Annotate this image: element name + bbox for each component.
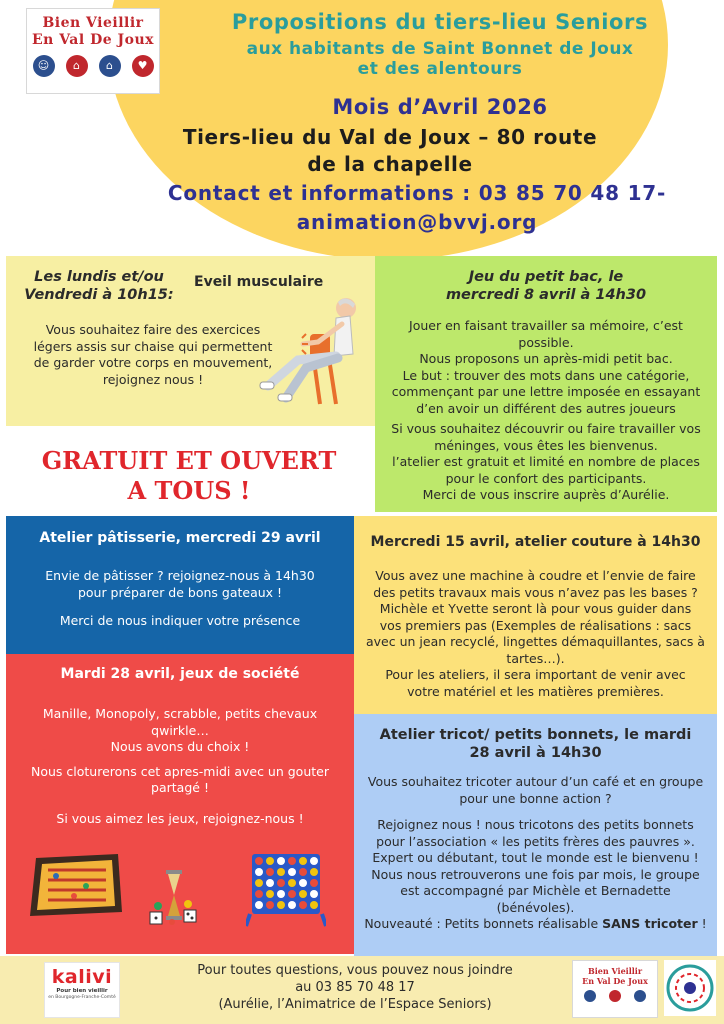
subtitle-line: aux habitants de Saint Bonnet de Joux [246,39,634,59]
page-subtitle [160,39,720,79]
text-line [356,916,715,933]
text-line: Michèle et Yvette seront là pour vous guider dans [379,601,692,616]
text-line: Si vous souhaitez découvrir ou faire travailler vos [391,421,701,436]
text-line: tartes…). [506,650,565,666]
text-line: avec un jean recyclé, lingettes démaquillantes, sacs à [366,634,705,649]
text-line: votre matériel et les matières premières. [407,683,664,699]
title-line: Atelier tricot/ petits bonnets, le mardi [379,727,692,743]
emphasis-text: SANS tricoter [602,916,698,931]
connect-four-hole [277,857,285,865]
connect-four-hole [299,868,307,876]
person-icon [634,990,646,1002]
eveil-title: Eveil musculaire [194,274,324,290]
text-line: l’atelier est gratuit et limité en nombre de places [392,454,700,469]
text-line: Nous avons du choix ! [110,739,250,754]
banner-line: GRATUIT ET OUVERT [41,446,337,475]
kalivi-tagline: Pour bien vieillir [56,988,108,994]
connect-four-hole [288,879,296,887]
home-icon: ⌂ [66,55,88,77]
connect-four-hole [255,879,263,887]
text-line: pour l’association « les petits frères des pauvres ». [376,833,695,849]
hourglass-dice-illustration [148,866,198,926]
jeux-title: Mardi 28 avril, jeux de société [60,666,300,682]
connect-four-hole [310,879,318,887]
logo-line2: En Val De Joux [582,976,648,986]
banner-line: A TOUS ! [127,476,251,505]
text-line: Nous proposons un après-midi petit bac. [419,351,673,366]
connect-four-hole [266,857,274,865]
contact-line: Contact et informations : 03 85 70 48 17- [167,181,667,205]
text-line: partagé ! [151,780,209,795]
person-icon: ♥ [132,55,154,77]
patisserie-text [10,568,350,630]
text-span: Nouveauté : Petits bonnets réalisable [364,916,603,931]
couture-text [358,568,713,700]
logo-line1: Bien Vieillir [587,966,643,976]
connect-four-hole [310,901,318,909]
text-line: Vous avez une machine à coudre et l’envie de faire [375,568,696,583]
connect-four-hole [299,890,307,898]
text-line: est accompagné par Michèle et Bernadette [400,883,671,898]
people-icon [584,990,596,1002]
kalivi-tagline: en Bourgogne-Franche-Comté [48,995,116,1000]
title-line: Jeu du petit bac, le [468,269,624,285]
connect-four-hole [299,879,307,887]
text-line: Nous cloturerons cet apres-midi avec un gouter [31,763,329,779]
panel-petit-bac [375,256,717,512]
bac-text [379,318,713,504]
connect-four-hole [310,868,318,876]
text-line: de garder votre corps en mouvement, [33,355,273,370]
text-line: Expert ou débutant, tout le monde est le bienvenu ! [372,850,699,865]
panel-eveil-musculaire [6,256,375,426]
text-line: Rejoignez nous ! nous tricotons des petits bonnets [377,817,694,832]
seated-exercise-illustration [258,294,368,414]
connect-four-hole [310,890,318,898]
connect-four-hole [266,901,274,909]
connect-four-illustration [246,850,326,928]
text-line: Le but : trouver des mots dans une catégorie, [402,367,690,383]
patisserie-title: Atelier pâtisserie, mercredi 29 avril [39,530,321,546]
bvvj-logo-small [572,960,658,1018]
bvvj-logo [26,8,160,94]
text-line: rejoignez nous ! [102,371,204,387]
home-icon: ⌂ [99,55,121,77]
venue-line: Tiers-lieu du Val de Joux – 80 route [182,125,598,149]
logo-line2: En Val De Joux [32,32,154,48]
text-line: Nous nous retrouverons une fois par mois, le groupe [371,866,700,882]
panel-patisserie [6,516,354,654]
page-title: Propositions du tiers-lieu Seniors [231,10,649,34]
text-span: ! [697,916,707,931]
text-line: commençant par une lettre imposée en essayant [391,384,701,399]
connect-four-hole [288,857,296,865]
logo-icons [573,990,657,1002]
connect-four-hole [288,890,296,898]
title-line: mercredi 8 avril à 14h30 [445,287,647,303]
contact-info [110,179,724,237]
kalivi-logo [44,962,120,1018]
connect-four-hole [255,890,263,898]
logo-line1: Bien Vieillir [42,15,144,31]
connect-four-hole [277,890,285,898]
text-line: Vous souhaitez tricoter autour d’un café et en groupe [367,774,704,789]
footer-line: Pour toutes questions, vous pouvez nous joindre [197,963,513,978]
tricot-text [356,774,715,933]
venue-line: de la chapelle [307,152,473,176]
connect-four-hole [277,901,285,909]
connect-four-hole [255,857,263,865]
free-open-banner [14,446,364,506]
connect-four-hole [266,868,274,876]
venue-address [100,124,680,178]
couture-title: Mercredi 15 avril, atelier couture à 14h30 [370,534,701,550]
connect-four-hole [299,901,307,909]
tricot-title [354,726,717,762]
title-line: 28 avril à 14h30 [469,745,602,761]
text-line: méninges, vous êtes les bienvenus. [434,437,658,453]
text-line: Jouer en faisant travailler sa mémoire, c’est [409,318,683,333]
board-game-illustration [26,850,126,920]
text-line: Manille, Monopoly, scrabble, petits chevaux [42,706,318,721]
connect-four-hole [277,879,285,887]
jeux-text [10,706,350,827]
text-line: possible. [518,334,574,350]
people-icon: ☺ [33,55,55,77]
text-line: Si vous aimez les jeux, rejoignez-nous ! [56,810,304,826]
connect-four-hole [288,901,296,909]
text-line: Pour les ateliers, il sera important de venir avec [385,667,686,682]
contact-email: animation@bvvj.org [296,210,538,234]
panel-jeux-societe [6,654,354,954]
text-line: pour une bonne action ? [459,790,612,806]
footer-line: (Aurélie, l’Animatrice de l’Espace Seniors) [218,997,492,1012]
text-line: (bénévoles). [496,899,575,915]
text-line: qwirkle… [151,722,209,738]
partner-seal-icon [664,960,716,1016]
connect-four-hole [299,857,307,865]
text-line: des petits travaux mais vous n’avez pas les bases ? [373,584,698,600]
footer [0,956,724,1024]
text-line: vos premiers pas (Exemples de réalisations : sacs [379,617,692,633]
connect-four-hole [277,868,285,876]
eveil-schedule [14,268,184,304]
home-icon [609,990,621,1002]
footer-line: au 03 85 70 48 17 [295,980,415,995]
panel-couture [354,516,717,714]
eveil-text [18,322,288,388]
text-line: pour préparer de bons gateaux ! [77,584,283,600]
connect-four-hole [266,890,274,898]
kalivi-wordmark: kalivi [51,966,113,988]
subtitle-line: et des alentours [357,59,523,79]
text-line: Vous souhaitez faire des exercices [45,322,261,337]
panel-tricot [354,714,717,956]
month-heading: Mois d’Avril 2026 [332,95,548,119]
connect-four-hole [266,879,274,887]
connect-four-hole [310,857,318,865]
text-line: Envie de pâtisser ? rejoignez-nous à 14h30 [45,568,315,583]
connect-four-hole [255,868,263,876]
text-line: Merci de vous inscrire auprès d’Aurélie. [422,487,670,502]
footer-contact [140,962,570,1013]
connect-four-hole [255,901,263,909]
text-line: légers assis sur chaise qui permettent [33,338,273,354]
text-line: d’en avoir un différent des autres joueurs [416,400,676,416]
eveil-when: Vendredi à 10h15: [24,287,174,303]
logo-icons [27,55,159,77]
eveil-when: Les lundis et/ou [34,269,164,285]
text-line: Merci de nous indiquer votre présence [59,613,301,628]
bac-title [375,268,717,304]
connect-four-hole [288,868,296,876]
text-line: pour le confort des participants. [445,470,647,486]
